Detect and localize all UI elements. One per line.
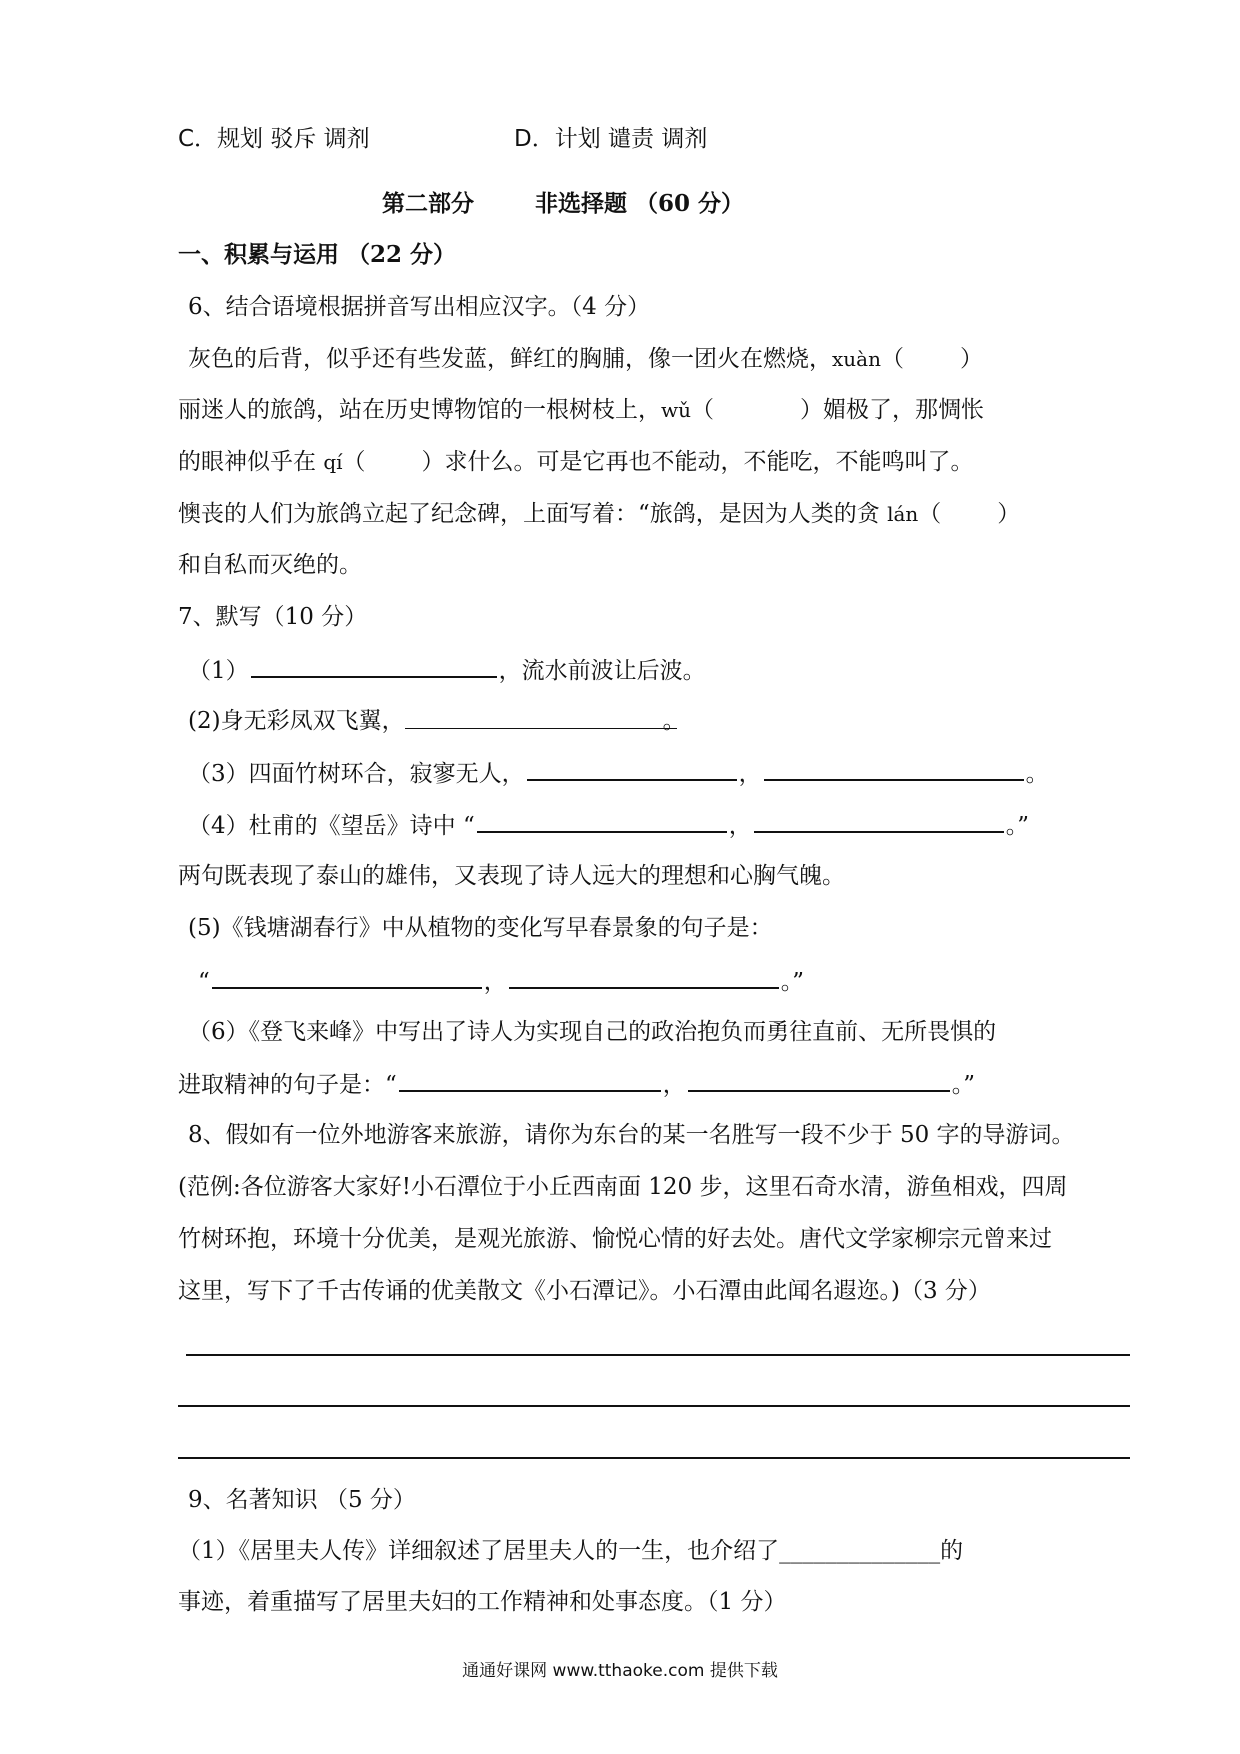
q8-line1: 8、假如有一位外地游客来旅游，请你为东台的某一名胜写一段不少于 50 字的导游词。 [188, 1122, 1075, 1148]
q7-item3-blank-1[interactable] [527, 757, 737, 781]
q6-pinyin-2: wǔ [661, 398, 691, 422]
q8-line3: 竹树环抱，环境十分优美，是观光旅游、愉悦心情的好去处。唐代文学家柳宗元曾来过 [178, 1226, 1052, 1252]
q7-item5-tail: 。” [780, 969, 805, 995]
q7-item3 [188, 757, 1049, 789]
q7-item6-answer [178, 1068, 975, 1100]
q7-item6-mid: ， [662, 1072, 686, 1098]
q9-item1 [178, 1536, 963, 1566]
q8-line2: (范例:各位游客大家好!小石潭位于小丘西南面 120 步，这里石奇水清，游鱼相戏，四周 [178, 1174, 1068, 1200]
q7-item4-blank-2[interactable] [754, 809, 1004, 833]
q9-item1-blank[interactable]: ______________ [779, 1538, 941, 1564]
q9-stem: 9、名著知识 （5 分） [188, 1487, 416, 1513]
q7-stem: 7、默写（10 分） [178, 604, 368, 630]
q7-item5: (5)《钱塘湖春行》中从植物的变化写早春景象的句子是： [188, 915, 773, 941]
q6-stem: 6、结合语境根据拼音写出相应汉字。（4 分） [188, 294, 651, 320]
q7-item4-blank-1[interactable] [477, 809, 727, 833]
q6-line3-text-b: 求什么。可是它再也不能动，不能吃，不能鸣叫了。 [444, 449, 974, 475]
q6-line2-text-b: 媚极了，那惆怅 [823, 397, 984, 423]
q7-item5-open: “ [198, 969, 210, 995]
section1-heading: 一、积累与运用 （22 分） [178, 241, 457, 268]
q7-item1 [188, 654, 706, 686]
footer-source: 通通好课网 www.tthaoke.com 提供下载 [462, 1661, 778, 1681]
q7-item6-tail: 。” [951, 1072, 976, 1098]
q7-item6-blank-1[interactable] [399, 1068, 661, 1092]
q7-item1-tail: ，流水前波让后波。 [498, 658, 706, 684]
q6-line1: 灰色的后背，似乎还有些发蓝，鲜红的胸脯，像一团火在燃烧，xuàn（ ） [188, 346, 983, 372]
q6-line4: 懊丧的人们为旅鸽立起了纪念碑，上面写着：“旅鸽，是因为人类的贪 lán（ ） [178, 501, 1021, 527]
q7-item5-mid: ， [483, 969, 507, 995]
q8-answer-line-2[interactable] [178, 1405, 1130, 1407]
q6-line2: 丽迷人的旅鸽，站在历史博物馆的一根树枝上，wǔ（ ）媚极了，那惆怅 [178, 397, 984, 423]
q8-answer-line-1[interactable] [186, 1354, 1130, 1356]
part2-title: 第二部分 [382, 190, 474, 217]
q6-pinyin-1: xuàn [832, 347, 881, 371]
q7-item5-blank-1[interactable] [212, 965, 482, 989]
q6-line3: 的眼神似乎在 qí（ ）求什么。可是它再也不能动，不能吃，不能鸣叫了。 [178, 449, 974, 475]
q9-item1-tail: 的 [940, 1538, 964, 1564]
q7-item2-tail: 。 [662, 708, 686, 734]
q7-item4-head: （4）杜甫的《望岳》诗中 “ [188, 813, 475, 839]
option-d: D．计划 谴责 调剂 [514, 126, 708, 152]
q8-line4: 这里，写下了千古传诵的优美散文《小石潭记》。小石潭由此闻名遐迩。)（3 分） [178, 1278, 991, 1304]
q7-item3-tail: 。 [1025, 761, 1049, 787]
q6-line5: 和自私而灭绝的。 [178, 552, 362, 578]
q7-item1-num: （1） [188, 658, 249, 684]
q7-item5-blank-2[interactable] [509, 965, 779, 989]
q7-item2-head: (2)身无彩凤双飞翼， [188, 708, 405, 734]
q9-item1-head: （1）《居里夫人传》详细叙述了居里夫人的一生，也介绍了 [178, 1538, 780, 1564]
q7-item3-blank-2[interactable] [764, 757, 1024, 781]
part2-subtitle: 非选择题 （60 分） [535, 190, 745, 217]
q7-item1-blank[interactable] [251, 654, 497, 678]
q7-item4-cont: 两句既表现了泰山的雄伟，又表现了诗人远大的理想和心胸气魄。 [178, 863, 845, 889]
q6-line1-text: 灰色的后背，似乎还有些发蓝，鲜红的胸脯，像一团火在燃烧， [188, 346, 832, 372]
q7-item3-mid: ， [738, 761, 762, 787]
q7-item2-blank[interactable] [405, 706, 686, 734]
q7-item6-cont: 进取精神的句子是：“ [178, 1072, 397, 1098]
q7-item4 [188, 809, 1029, 841]
q7-item6-blank-2[interactable] [688, 1068, 950, 1092]
q9-item1-cont: 事迹，着重描写了居里夫妇的工作精神和处事态度。（1 分） [178, 1589, 787, 1615]
q6-line3-text-a: 的眼神似乎在 [178, 449, 316, 475]
q6-pinyin-3: qí [323, 450, 343, 474]
q7-item6: （6）《登飞来峰》中写出了诗人为实现自己的政治抱负而勇往直前、无所畏惧的 [188, 1019, 997, 1045]
q6-line4-text: 懊丧的人们为旅鸽立起了纪念碑，上面写着：“旅鸽，是因为人类的贪 [178, 501, 880, 527]
q7-item4-mid: ， [728, 813, 752, 839]
option-c: C．规划 驳斥 调剂 [178, 126, 370, 152]
q6-pinyin-4: lán [887, 502, 919, 526]
q7-item3-head: （3）四面竹树环合，寂寥无人， [188, 761, 525, 787]
q7-item4-tail: 。” [1005, 813, 1029, 839]
q6-line2-text-a: 丽迷人的旅鸽，站在历史博物馆的一根树枝上， [178, 397, 661, 423]
q8-answer-line-3[interactable] [178, 1457, 1130, 1459]
q7-item5-answer [198, 965, 804, 997]
q7-item2 [188, 706, 686, 736]
